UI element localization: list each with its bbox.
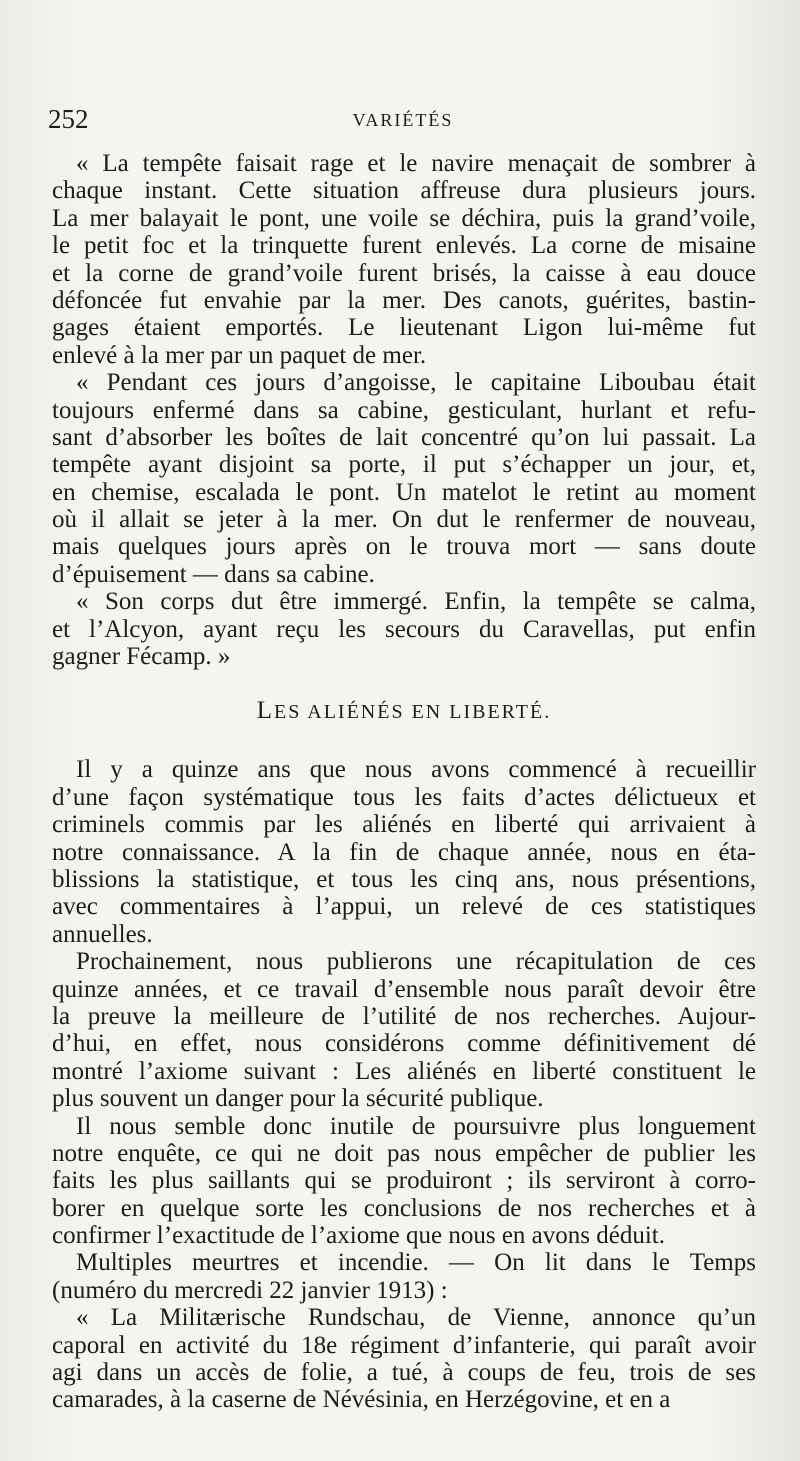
text-line: « La Militærische Rundschau, de Vienne, annonce qu’un <box>76 1304 756 1332</box>
paragraph <box>52 1249 756 1304</box>
text-part-1 <box>52 150 756 670</box>
text-line: la preuve la meilleure de l’utilité de nos recherches. Aujour- <box>52 1002 756 1030</box>
text-line: camarades, à la caserne de Névésinia, en Herzégovine, et en a <box>52 1386 671 1414</box>
text-line: criminels commis par les aliénés en liberté qui arrivaient à <box>52 811 756 839</box>
text-line: chaque instant. Cette situation affreuse dura plusieurs jours. <box>52 177 756 205</box>
body-text <box>52 150 756 1414</box>
text-line: et la corne de grand’voile furent brisés, la caisse à eau douce <box>52 259 756 287</box>
section-title-initial: L <box>256 697 275 725</box>
text-line: mais quelques jours après on le trouva mort — sans doute <box>52 533 756 561</box>
text-line: confirmer l’exactitude de l’axiome que nous en avons déduit. <box>52 1222 665 1250</box>
text-line: gages étaient emportés. Le lieutenant Ligon lui-même fut <box>52 314 756 342</box>
paragraph <box>52 1113 756 1250</box>
paragraph <box>52 756 756 948</box>
text-line: en chemise, escalada le pont. Un matelot le retint au moment <box>52 478 756 506</box>
text-line: Multiples meurtres et incendie. — On lit dans le Temps <box>76 1249 756 1277</box>
text-line: notre enquête, ce qui ne doit pas nous empêcher de publier les <box>52 1139 756 1167</box>
text-part-2 <box>52 756 756 1413</box>
text-line: La mer balayait le pont, une voile se déchira, puis la grand’voile, <box>52 204 756 232</box>
page-number: 252 <box>48 104 89 134</box>
paragraph <box>52 588 756 670</box>
text-line: annuelles. <box>52 920 153 948</box>
paragraph <box>52 369 756 588</box>
running-title: VARIÉTÉS <box>352 110 454 130</box>
paragraph <box>52 150 756 369</box>
text-line: le petit foc et la trinquette furent enlevés. La corne de misaine <box>52 232 756 260</box>
text-line: d’une façon systématique tous les faits d’actes délictueux et <box>52 783 756 811</box>
text-line: où il allait se jeter à la mer. On dut le renfermer de nouveau, <box>52 506 756 534</box>
text-line: faits les plus saillants qui se produiront ; ils serviront à corro- <box>52 1167 756 1195</box>
text-line: (numéro du mercredi 22 janvier 1913) : <box>52 1276 448 1304</box>
text-line: Il nous semble donc inutile de poursuivre plus longuement <box>76 1112 756 1140</box>
text-line: d’hui, en effet, nous considérons comme définitivement dé <box>52 1030 756 1058</box>
text-line: toujours enfermé dans sa cabine, gesticulant, hurlant et refu- <box>52 396 756 424</box>
text-line: Il y a quinze ans que nous avons commencé à recueillir <box>76 756 756 784</box>
text-line: « Pendant ces jours d’angoisse, le capitaine Liboubau était <box>76 369 756 397</box>
text-line: agi dans un accès de folie, a tué, à coups de feu, trois de ses <box>52 1359 756 1387</box>
text-line: montré l’axiome suivant : Les aliénés en liberté constituent le <box>52 1057 756 1085</box>
paragraph <box>52 948 756 1112</box>
text-line: enlevé à la mer par un paquet de mer. <box>52 341 427 369</box>
text-line: borer en quelque sorte les conclusions de nos recherches et à <box>52 1194 756 1222</box>
paragraph <box>52 1304 756 1414</box>
text-line: caporal en activité du 18e régiment d’infanterie, qui paraît avoir <box>52 1331 756 1359</box>
text-line: « La tempête faisait rage et le navire menaçait de sombrer à <box>76 150 756 177</box>
section-title-rest: ES ALIÉNÉS EN LIBERTÉ. <box>274 701 552 724</box>
text-line: blissions la statistique, et tous les cinq ans, nous présentions, <box>52 865 756 893</box>
text-line: tempête ayant disjoint sa porte, il put s’échapper un jour, et, <box>52 451 756 479</box>
text-line: plus souvent un danger pour la sécurité publique. <box>52 1085 544 1113</box>
text-line: avec commentaires à l’appui, un relevé de ces statistiques <box>52 893 756 921</box>
text-line: « Son corps dut être immergé. Enfin, la tempête se calma, <box>76 588 756 616</box>
text-line: d’épuisement — dans sa cabine. <box>52 560 375 588</box>
text-line: et l’Alcyon, ayant reçu les secours du Caravellas, put enfin <box>52 615 756 643</box>
text-line: gagner Fécamp. » <box>52 643 231 671</box>
text-line: défoncée fut envahie par la mer. Des canots, guérites, bastin- <box>52 286 756 314</box>
text-line: Prochainement, nous publierons une récapitulation de ces <box>76 948 756 976</box>
text-line: quinze années, et ce travail d’ensemble nous paraît devoir être <box>52 975 756 1003</box>
text-line: notre connaissance. A la fin de chaque année, nous en éta- <box>52 838 756 866</box>
section-title <box>52 696 756 726</box>
text-line: sant d’absorber les boîtes de lait concentré qu’on lui passait. La <box>52 423 756 451</box>
running-head <box>48 104 758 134</box>
